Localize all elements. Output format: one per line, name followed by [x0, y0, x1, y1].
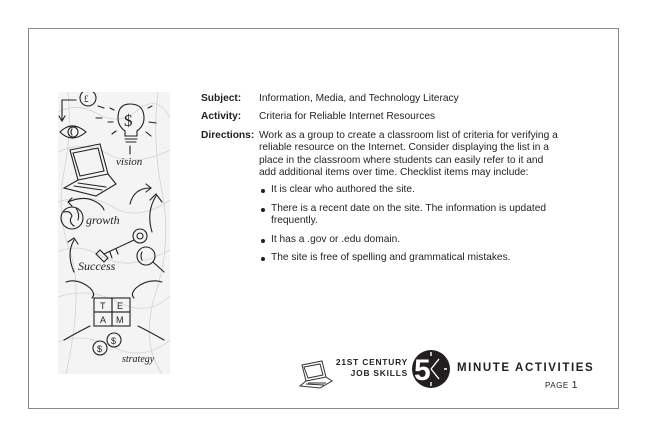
checklist-item: It is clear who authored the site.	[259, 184, 561, 196]
checklist-item: There is a recent date on the site. The information is updated frequently.	[259, 203, 561, 228]
laptop-icon	[64, 144, 116, 196]
directions-row	[201, 130, 561, 271]
checklist-item: It has a .gov or .edu domain.	[259, 234, 561, 246]
svg-text:M: M	[116, 315, 124, 325]
svg-text:E: E	[117, 301, 124, 311]
svg-text:$: $	[111, 336, 117, 346]
magnifier-icon	[137, 247, 164, 272]
checklist-item: The site is free of spelling and grammatical mistakes.	[259, 252, 561, 264]
lightbulb-dollar-icon	[96, 104, 156, 154]
eye-icon	[60, 126, 86, 138]
brand-title: MINUTE ACTIVITIES	[457, 362, 595, 374]
svg-text:5: 5	[414, 354, 431, 387]
activity-label: Activity:	[201, 111, 242, 123]
svg-text:£: £	[84, 94, 89, 104]
activity-content	[201, 93, 561, 276]
directions-text: Work as a group to create a classroom list of criteria for verifying a reliable resource on the Internet. Consider displaying the list in a place in the classroom where students can easily refer to it and add additional items over time. Checklist items may include:	[259, 129, 558, 179]
svg-text:growth: growth	[86, 213, 120, 227]
svg-text:$: $	[124, 111, 133, 130]
five-minute-clock-icon	[411, 349, 451, 389]
hands-puzzle-icon	[64, 281, 164, 340]
footer-logo	[296, 347, 596, 397]
activity-row	[201, 111, 561, 123]
series-title: 21ST CENTURY JOB SKILLS	[335, 357, 408, 378]
coin-icon	[59, 92, 96, 121]
svg-text:strategy: strategy	[122, 354, 155, 365]
doodle-illustration	[58, 92, 170, 374]
activity-value: Criteria for Reliable Internet Resources	[259, 111, 436, 123]
checklist	[259, 184, 561, 264]
svg-text:Success: Success	[78, 259, 116, 273]
subject-value: Information, Media, and Technology Literacy	[259, 93, 459, 104]
globe-icon	[61, 207, 83, 229]
svg-text:$: $	[97, 344, 103, 354]
subject-label: Subject:	[201, 93, 242, 104]
svg-text:T: T	[100, 301, 106, 311]
svg-text:vision: vision	[116, 156, 143, 168]
page-number: PAGE 1	[545, 379, 578, 391]
subject-row	[201, 93, 561, 105]
directions-label: Directions:	[201, 129, 255, 141]
svg-text:A: A	[100, 315, 107, 325]
